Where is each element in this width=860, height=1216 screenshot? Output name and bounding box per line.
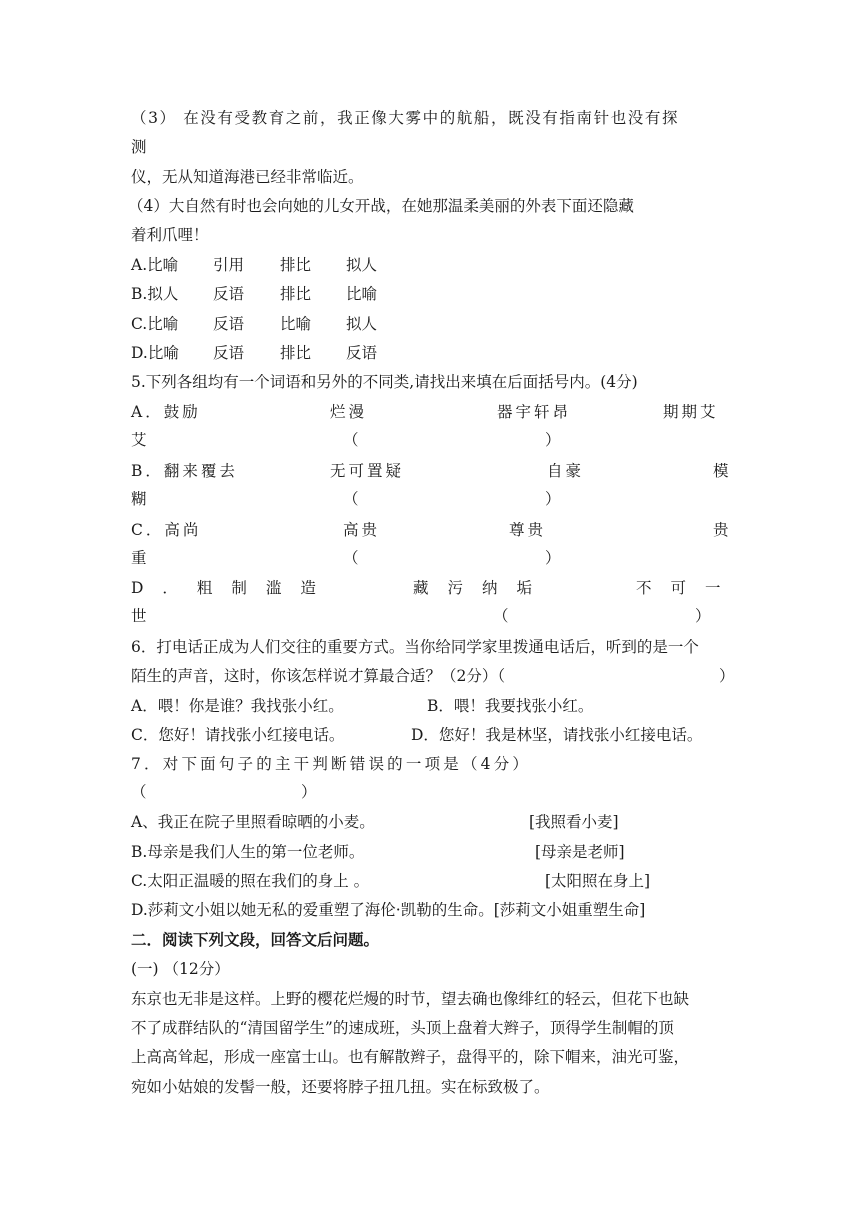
q5-word: A．鼓励 [131,403,201,421]
option-word: 反语 [346,344,378,362]
option-label: A. [131,256,148,274]
option-word: 拟人 [346,256,378,274]
q5-word: 世 [131,607,147,625]
q5-word: 艾 [131,431,147,449]
answer-paren-open: （ [131,783,147,801]
option-word: 比喻 [147,315,179,333]
q7-item-text: C.太阳正温暖的照在我们的身上 。 [131,872,370,890]
q4-option-d [131,342,378,364]
q4-option-c [131,313,378,335]
answer-paren-open: （ [343,490,359,508]
option-word: 反语 [213,285,245,303]
q7-item-c [131,870,651,892]
answer-paren-close: ） [545,431,561,449]
q7-item-a [131,811,619,833]
q7-item-b [131,841,625,863]
q6-stem-line2 [131,665,735,687]
q6-option-b: B．喂！我要找张小红。 [427,697,594,715]
q5-word: 烂漫 [330,403,368,421]
q6-stem-text: 陌生的声音，这时，你该怎样说才算最合适？（2分）（ [131,667,506,685]
q5-word: 贵 [713,521,732,539]
q7-item-answer: [莎莉文小姐重塑生命] [493,901,646,919]
option-word: 比喻 [346,285,378,303]
q5-row-a-line2 [131,429,561,451]
q6-option-c: C．您好！请找张小红接电话。 [131,726,345,744]
option-word: 排比 [280,344,312,362]
q7-item-text: A、我正在院子里照看晾晒的小麦。 [131,813,375,831]
passage-line: 不了成群结队的“清国留学生”的速成班，头顶上盘着大辫子，顶得学生制帽的顶 [131,1019,674,1037]
q7-item-answer: [我照看小麦] [529,813,619,831]
option-word: 拟人 [147,285,179,303]
q5-row-c-line2 [131,547,561,569]
q5-word: 期期艾 [663,403,719,421]
answer-paren-close: ） [545,549,561,567]
q7-item-text: B.母亲是我们人生的第一位老师。 [131,843,365,861]
q6-option-d: D．您好！我是林坚，请找张小红接电话。 [411,726,703,744]
q5-word: B．翻来覆去 [131,462,238,480]
q4-item3-line3: 仪，无从知道海港已经非常临近。 [131,168,364,186]
q5-word: 藏污纳垢 [413,579,552,597]
q4-item4-line2: 着利爪哩！ [131,226,209,244]
option-word: 反语 [213,344,245,362]
answer-paren-close: ） [301,783,317,801]
q5-row-c-line1 [131,519,732,541]
q6-option-a: A．喂！你是谁？我找张小红。 [131,697,344,715]
q5-row-b-line1 [131,460,732,482]
q7-item-d [131,899,645,921]
q4-option-b [131,283,378,305]
q5-stem: 5.下列各组均有一个词语和另外的不同类,请找出来填在后面括号内。(4分) [131,373,638,391]
q5-word: 不可一 [636,579,740,597]
option-word: 比喻 [147,344,179,362]
q6-options-row1 [131,695,594,717]
option-word: 引用 [213,256,245,274]
q7-item-text: D.莎莉文小姐以她无私的爱重塑了海伦·凯勒的生命。 [131,901,494,919]
q7-stem: 7．对下面句子的主干判断错误的一项是（4分） [131,755,532,773]
q5-word: 高贵 [343,521,381,539]
answer-paren-close: ） [545,490,561,508]
option-word: 拟人 [346,315,378,333]
q7-item-answer: [太阳照在身上] [545,872,651,890]
q5-row-d-line2 [131,605,711,627]
passage-line: 宛如小姑娘的发髻一般，还要将脖子扭几扭。实在标致极了。 [131,1078,550,1096]
q5-row-b-line2 [131,488,561,510]
q5-word: C．高尚 [131,521,202,539]
q6-stem-line1: 6．打电话正成为人们交往的重要方式。当你给同学家里拨通电话后，听到的是一个 [131,638,699,656]
q5-word: 模 [713,462,732,480]
answer-paren-open: （ [343,549,359,567]
q6-options-row2 [131,724,703,746]
answer-paren-close: ） [719,667,735,685]
q5-word: D．粗制滥造 [131,579,335,597]
q5-row-a-line1 [131,401,719,423]
q4-option-a [131,254,378,276]
option-word: 比喻 [147,256,179,274]
section-part-label: (一) （12分） [131,960,230,978]
option-word: 比喻 [280,315,312,333]
q5-word: 自豪 [547,462,585,480]
q4-item3-line1: （3） 在没有受教育之前，我正像大雾中的航船，既没有指南针也没有探 [131,109,680,127]
q5-word: 器宇轩昂 [497,403,572,421]
q5-word: 尊贵 [509,521,547,539]
q7-answer-paren [131,781,317,803]
option-label: D. [131,344,148,362]
q5-word: 无可置疑 [330,462,405,480]
q5-row-d-line1 [131,577,740,599]
q7-item-answer: [母亲是老师] [535,843,625,861]
passage-line: 上高高耸起，形成一座富士山。也有解散辫子，盘得平的，除下帽来，油光可鉴， [131,1048,690,1066]
q5-word: 重 [131,549,147,567]
option-word: 反语 [213,315,245,333]
answer-paren-open: （ [343,431,359,449]
answer-paren-close: ） [695,607,711,625]
q5-word: 糊 [131,490,147,508]
answer-paren-open: （ [493,607,509,625]
option-label: B. [131,285,148,303]
q4-item4-line1: （4）大自然有时也会向她的儿女开战，在她那温柔美丽的外表下面还隐藏 [128,197,634,215]
section-heading: 二．阅读下列文段，回答文后问题。 [131,930,380,949]
passage-line: 东京也无非是这样。上野的樱花烂熳的时节，望去确也像绯红的轻云，但花下也缺 [131,990,690,1008]
option-word: 排比 [280,285,312,303]
q4-item3-line2: 测 [131,138,147,156]
option-word: 排比 [280,256,312,274]
option-label: C. [131,315,148,333]
